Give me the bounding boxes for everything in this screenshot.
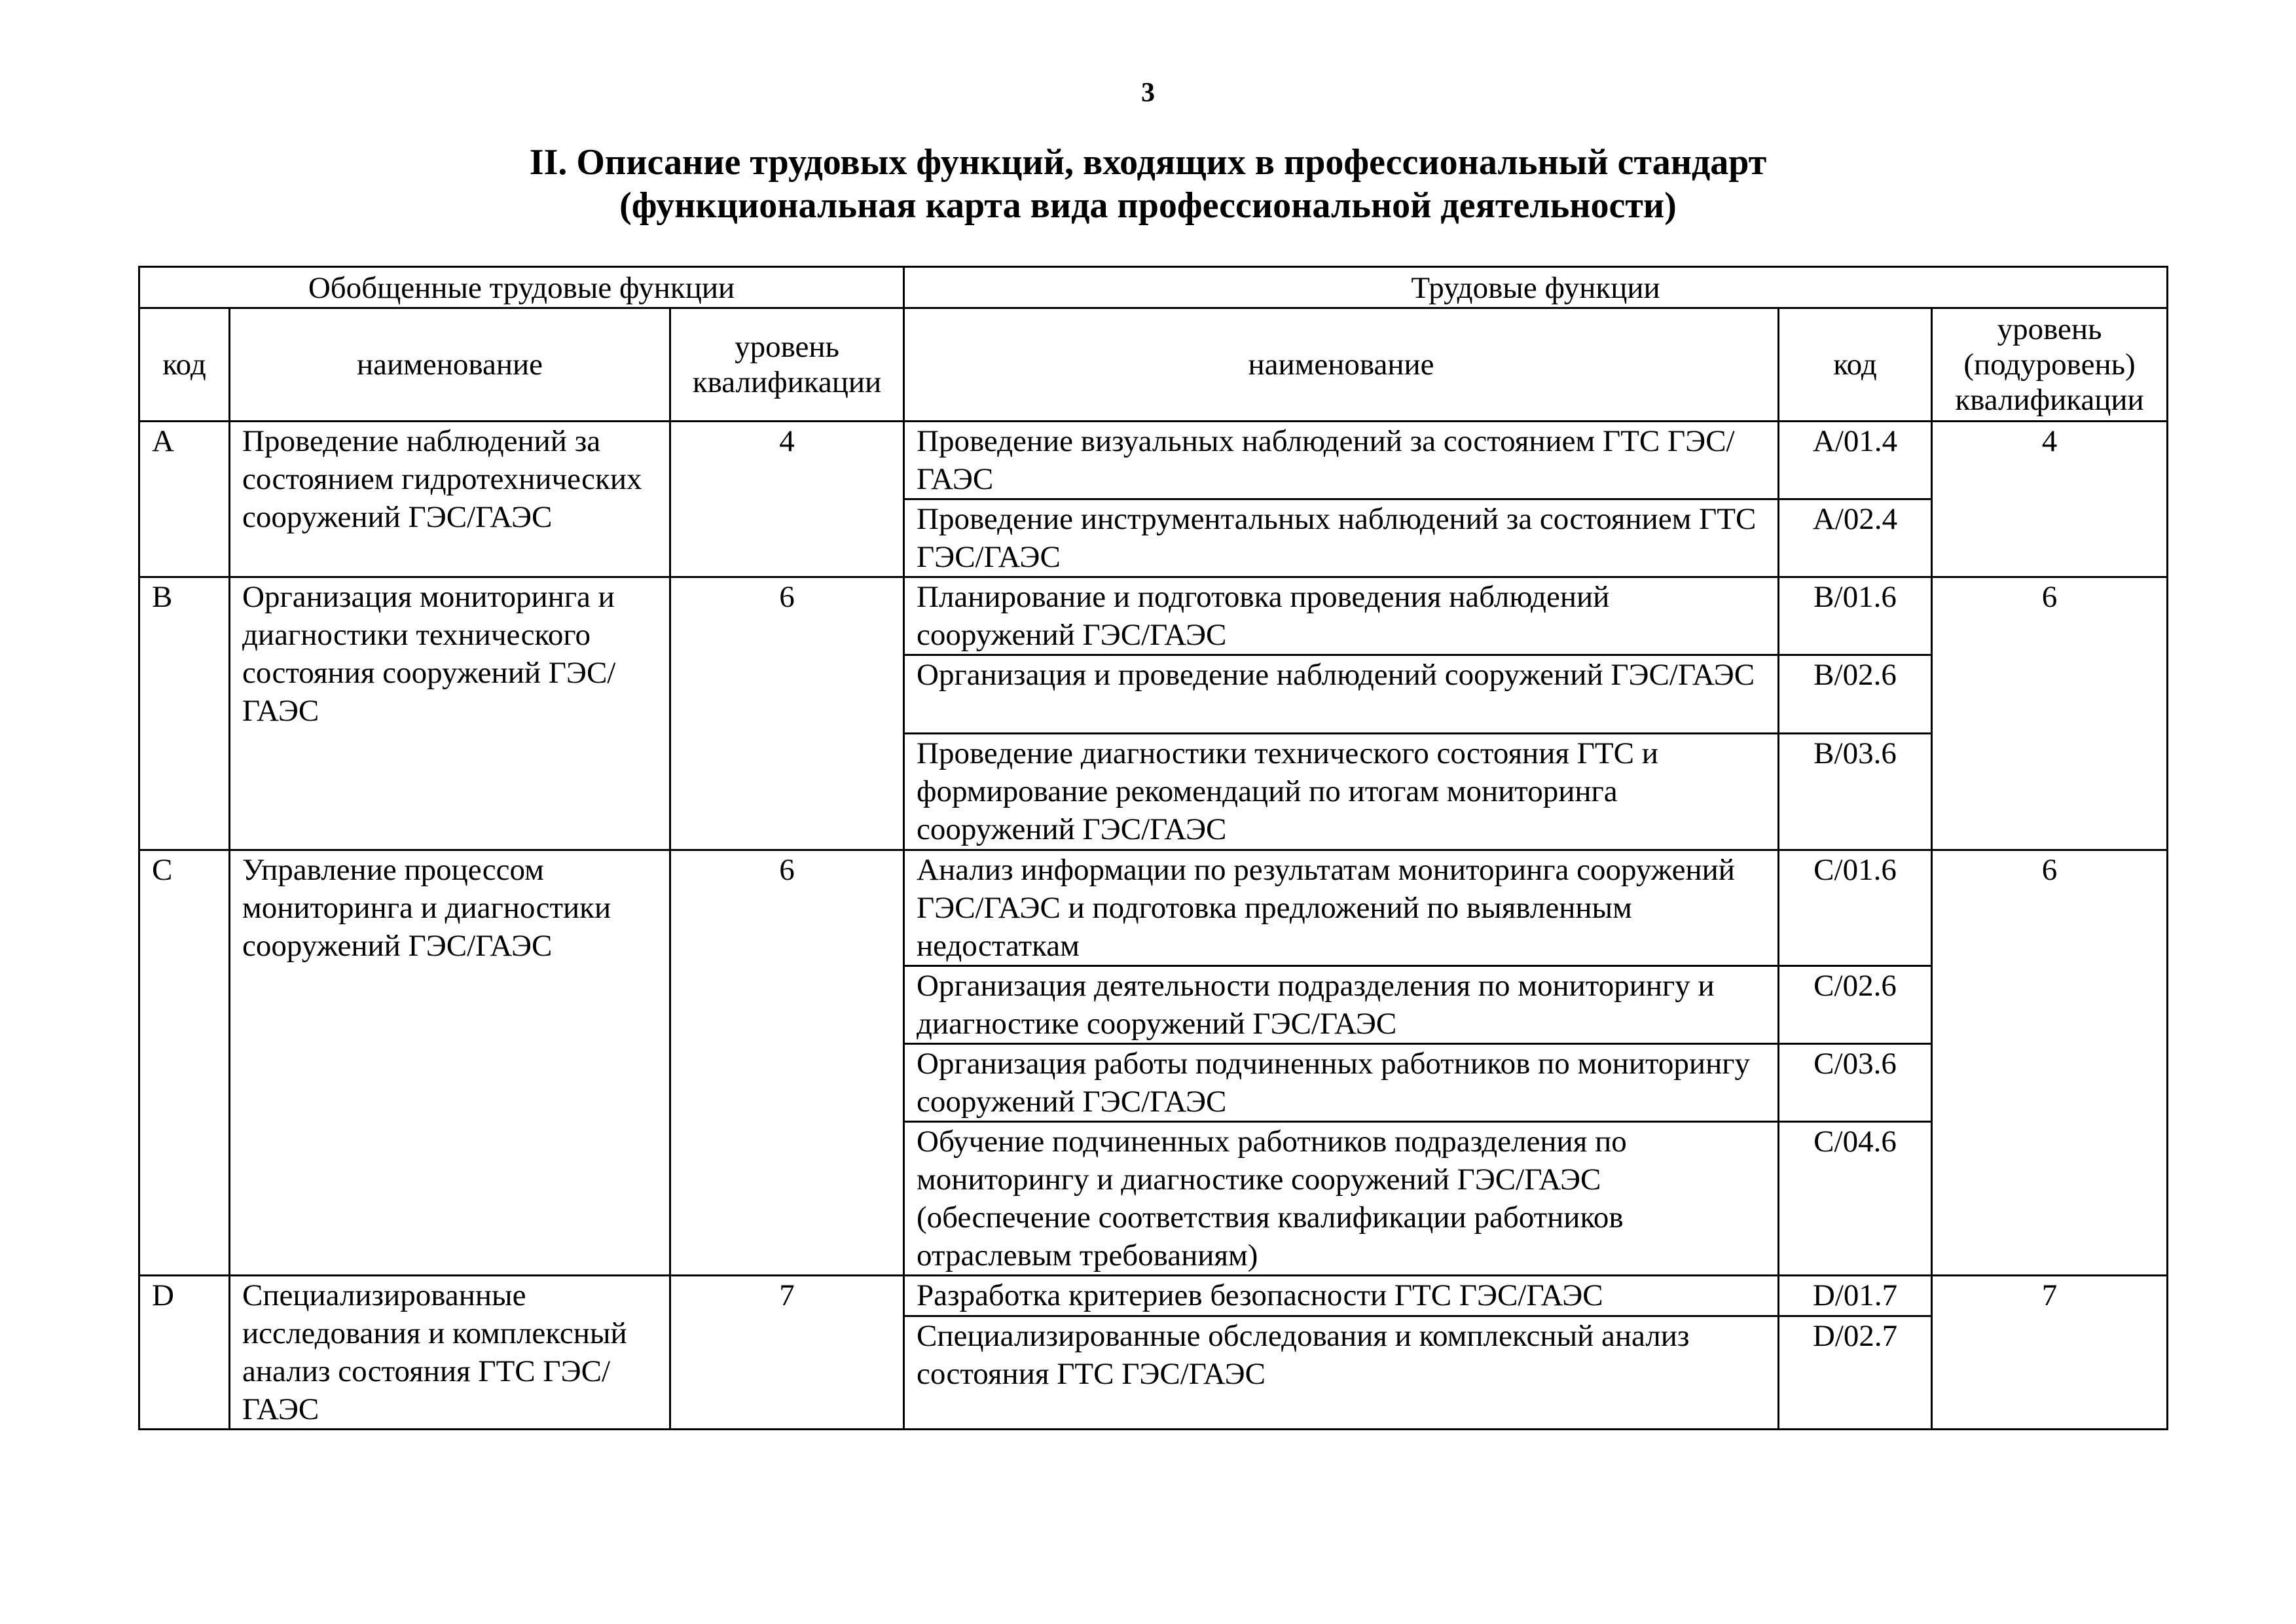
function-code: B/03.6 xyxy=(1779,734,1932,850)
group-name: Проведение наблюдений за состоянием гидротехнических сооружений ГЭС/ГАЭС xyxy=(230,422,670,577)
function-code: B/02.6 xyxy=(1779,655,1932,734)
functional-map-table xyxy=(138,266,2168,1430)
table-row xyxy=(139,422,2168,499)
function-name: Организация деятельности подразделения по мониторингу и диагностике сооружений ГЭС/ГАЭС xyxy=(904,966,1779,1044)
title-line-1: II. Описание трудовых функций, входящих в профессиональный стандарт xyxy=(529,142,1767,183)
group-name: Специализированные исследования и комплексный анализ состояния ГТС ГЭС/ГАЭС xyxy=(230,1276,670,1430)
page-number: 3 xyxy=(1141,78,1155,108)
column-header-name: наименование xyxy=(230,308,670,422)
group-level: 7 xyxy=(670,1276,904,1430)
function-code: D/01.7 xyxy=(1779,1276,1932,1316)
column-header-tf-level: уровень (подуровень) квалификации xyxy=(1932,308,2168,422)
function-name: Проведение диагностики технического состояния ГТС и формирование рекомендаций по итогам мониторинга сооружений ГЭС/ГАЭС xyxy=(904,734,1779,850)
function-code: C/03.6 xyxy=(1779,1044,1932,1122)
column-header-tf-code: код xyxy=(1779,308,1932,422)
function-name: Анализ информации по результатам мониторинга сооружений ГЭС/ГАЭС и подготовка предложений по выявленным недостаткам xyxy=(904,850,1779,966)
function-name: Проведение инструментальных наблюдений за состоянием ГТС ГЭС/ГАЭС xyxy=(904,499,1779,577)
column-header-tf-name: наименование xyxy=(904,308,1779,422)
function-code: A/02.4 xyxy=(1779,499,1932,577)
function-name: Организация и проведение наблюдений сооружений ГЭС/ГАЭС xyxy=(904,655,1779,734)
function-name: Планирование и подготовка проведения наблюдений сооружений ГЭС/ГАЭС xyxy=(904,577,1779,655)
table-row xyxy=(139,1276,2168,1316)
column-header-code: код xyxy=(139,308,230,422)
function-level: 6 xyxy=(1932,577,2168,850)
function-code: C/01.6 xyxy=(1779,850,1932,966)
generalized-functions-header: Обобщенные трудовые функции xyxy=(139,267,904,308)
group-name: Управление процессом мониторинга и диагностики сооружений ГЭС/ГАЭС xyxy=(230,850,670,1276)
group-code: C xyxy=(139,850,230,1276)
function-name: Обучение подчиненных работников подразделения по мониторингу и диагностике сооружений ГЭС/ГАЭС (обеспечение соответствия квалификации работников отраслевым требованиям) xyxy=(904,1122,1779,1276)
function-name: Проведение визуальных наблюдений за состоянием ГТС ГЭС/ГАЭС xyxy=(904,422,1779,499)
table-row xyxy=(139,850,2168,966)
page-title xyxy=(0,141,2296,227)
group-level: 4 xyxy=(670,422,904,577)
function-level: 4 xyxy=(1932,422,2168,577)
function-name: Разработка критериев безопасности ГТС ГЭС/ГАЭС xyxy=(904,1276,1779,1316)
group-level: 6 xyxy=(670,577,904,850)
group-name: Организация мониторинга и диагностики технического состояния сооружений ГЭС/ГАЭС xyxy=(230,577,670,850)
function-level: 6 xyxy=(1932,850,2168,1276)
function-name: Организация работы подчиненных работников по мониторингу сооружений ГЭС/ГАЭС xyxy=(904,1044,1779,1122)
function-level: 7 xyxy=(1932,1276,2168,1430)
function-code: A/01.4 xyxy=(1779,422,1932,499)
group-level: 6 xyxy=(670,850,904,1276)
function-code: C/04.6 xyxy=(1779,1122,1932,1276)
function-code: D/02.7 xyxy=(1779,1316,1932,1429)
group-code: A xyxy=(139,422,230,577)
function-code: C/02.6 xyxy=(1779,966,1932,1044)
group-code: B xyxy=(139,577,230,850)
title-line-2: (функциональная карта вида профессиональной деятельности) xyxy=(619,185,1677,226)
labor-functions-header: Трудовые функции xyxy=(904,267,2168,308)
function-code: B/01.6 xyxy=(1779,577,1932,655)
function-name: Специализированные обследования и комплексный анализ состояния ГТС ГЭС/ГАЭС xyxy=(904,1316,1779,1429)
column-header-level: уровень квалификации xyxy=(670,308,904,422)
group-code: D xyxy=(139,1276,230,1430)
table-row xyxy=(139,577,2168,655)
